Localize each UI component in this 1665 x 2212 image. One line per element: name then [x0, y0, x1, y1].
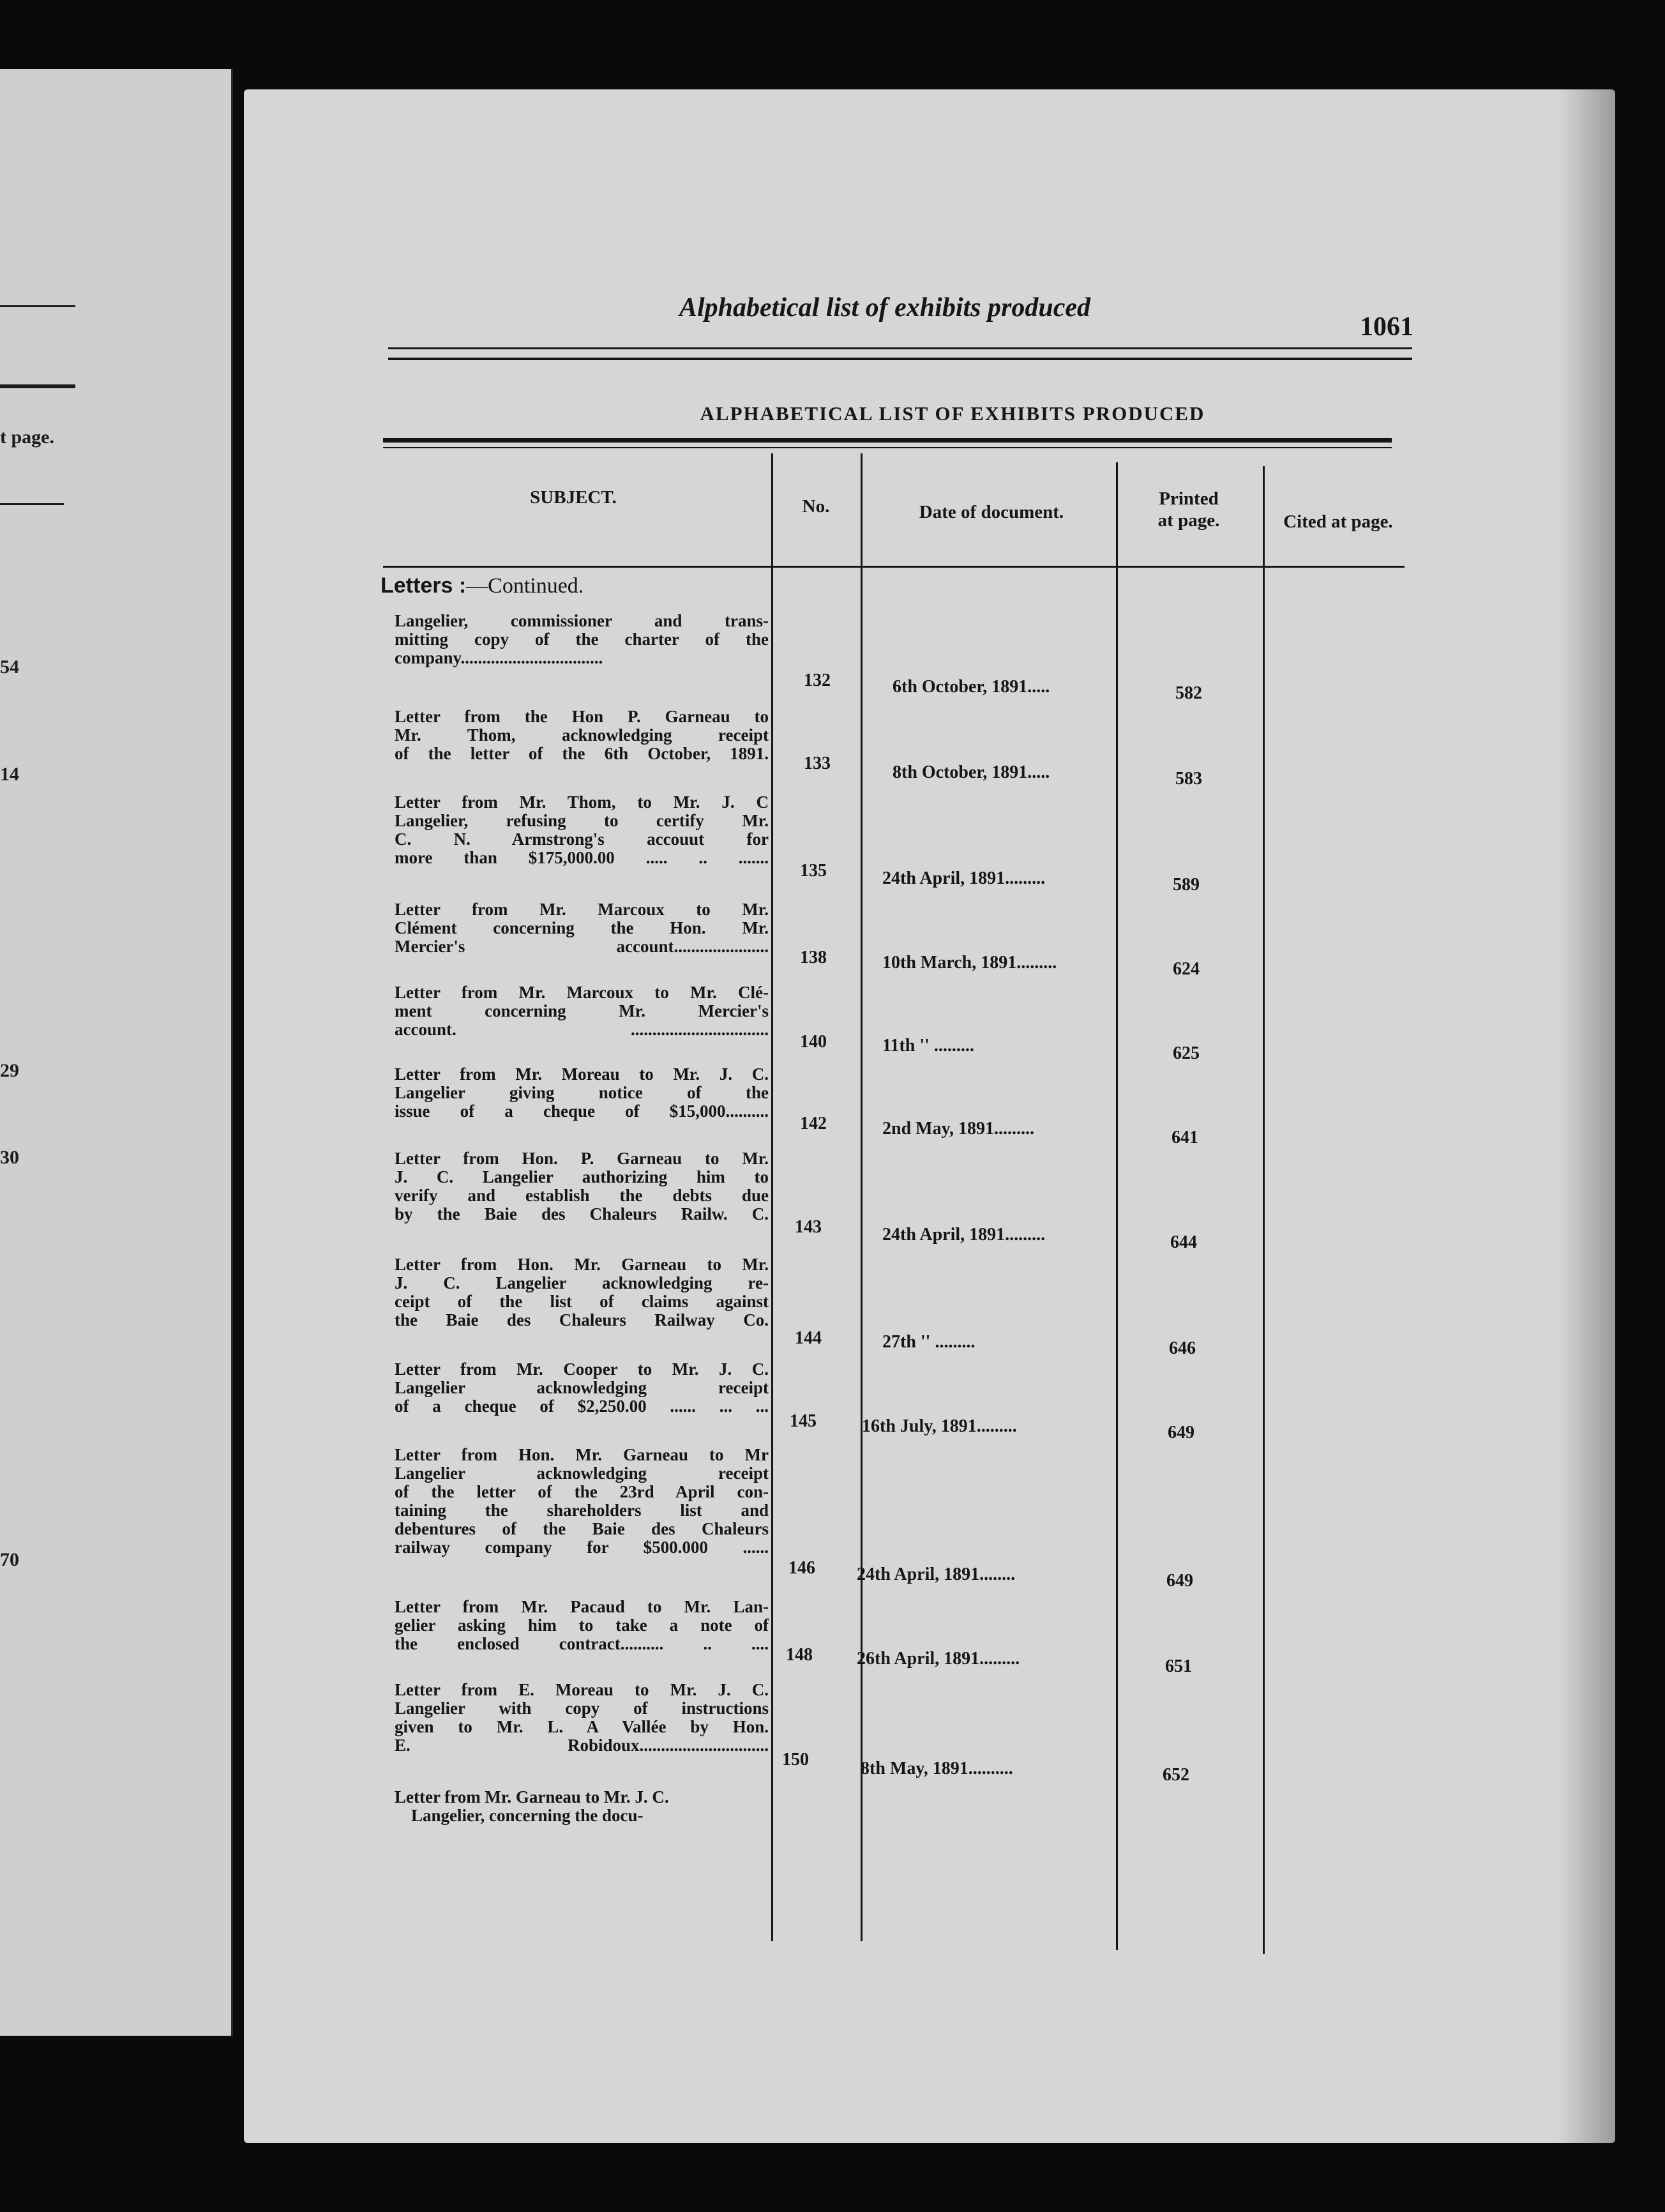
exhibit-number: 133 — [804, 754, 831, 773]
subject-line: Langelier giving notice of the — [395, 1083, 769, 1102]
column-header-printed — [1125, 488, 1253, 531]
exhibit-date: 10th March, 1891......... — [882, 953, 1057, 973]
subject-line: Langelier acknowledging receipt — [395, 1378, 769, 1397]
exhibit-number: 140 — [800, 1032, 827, 1052]
subject-line: the enclosed contract.......... .. .... — [395, 1634, 769, 1653]
subject-line: Letter from Hon. Mr. Garneau to Mr — [395, 1445, 769, 1464]
column-header-rule — [383, 566, 1405, 568]
left-page-number: 29 — [0, 1060, 19, 1081]
subject-line: Langelier acknowledging receipt — [395, 1464, 769, 1483]
section-heading — [380, 573, 584, 598]
left-page-number: 14 — [0, 764, 19, 785]
subject-line: ceipt of the list of claims against — [395, 1292, 769, 1311]
subject-line: of the letter of the 6th October, 1891. — [395, 744, 769, 763]
subject-line: debentures of the Baie des Chaleurs — [395, 1519, 769, 1538]
exhibit-number: 142 — [800, 1114, 827, 1133]
subject-line: Letter from Mr. Cooper to Mr. J. C. — [395, 1360, 769, 1379]
exhibit-number: 145 — [790, 1411, 817, 1431]
exhibit-printed-page: 646 — [1169, 1338, 1196, 1358]
exhibit-printed-page: 589 — [1173, 875, 1200, 895]
subject-line: gelier asking him to take a note of — [395, 1616, 769, 1635]
document-page — [244, 89, 1615, 2143]
exhibit-date: 26th April, 1891......... — [857, 1649, 1020, 1669]
subject-line: by the Baie des Chaleurs Railw. C. — [395, 1204, 769, 1223]
exhibit-subject — [395, 1681, 769, 1755]
column-header-printed-line1: Printed — [1159, 489, 1219, 509]
subject-line: Letter from Mr. Moreau to Mr. J. C. — [395, 1064, 769, 1084]
subject-line: Letter from Mr. Marcoux to Mr. — [395, 900, 769, 919]
subject-line: J. C. Langelier authorizing him to — [395, 1167, 769, 1186]
exhibit-number: 150 — [782, 1750, 809, 1769]
subject-line: taining the shareholders list and — [395, 1501, 769, 1520]
subject-line: the Baie des Chaleurs Railway Co. — [395, 1310, 769, 1329]
subject-line: E. Robidoux.............................. — [395, 1736, 769, 1755]
exhibit-number: 146 — [788, 1558, 815, 1578]
running-title: Alphabetical list of exhibits produced — [679, 293, 1091, 322]
exhibit-printed-page: 583 — [1175, 769, 1202, 789]
exhibit-printed-page: 651 — [1165, 1656, 1192, 1676]
subject-line: ment concerning Mr. Mercier's — [395, 1001, 769, 1020]
column-divider — [1263, 466, 1265, 1954]
subject-line: Clément concerning the Hon. Mr. — [395, 918, 769, 937]
subject-line: of the letter of the 23rd April con- — [395, 1482, 769, 1501]
subject-line: Langelier, commissioner and trans- — [395, 611, 769, 630]
subject-line: of a cheque of $2,250.00 ...... ... ... — [395, 1397, 769, 1416]
exhibit-subject — [395, 1255, 769, 1329]
exhibit-date: 24th April, 1891........ — [857, 1564, 1016, 1584]
exhibit-date: 16th July, 1891......... — [862, 1416, 1017, 1436]
page-edge-shadow — [1558, 89, 1615, 2143]
exhibit-date: 11th '' ......... — [882, 1036, 974, 1056]
column-divider — [771, 453, 773, 1941]
subject-line: account. ................................ — [395, 1020, 769, 1039]
subject-line: C. N. Armstrong's accouut for — [395, 830, 769, 849]
exhibit-number: 135 — [800, 861, 827, 881]
left-page-number: 30 — [0, 1147, 19, 1168]
subject-line: issue of a cheque of $15,000.......... — [395, 1102, 769, 1121]
column-header-cited: Cited at page. — [1283, 511, 1393, 532]
exhibit-number: 132 — [804, 670, 831, 690]
column-header-date: Date of document. — [919, 502, 1064, 522]
exhibit-printed-page: 624 — [1173, 959, 1200, 979]
subject-line: Mr. Thom, acknowledging receipt — [395, 725, 769, 745]
subject-line: more than $175,000.00 ..... .. ....... — [395, 848, 769, 867]
subject-line: Langelier, concerning the docu- — [411, 1806, 644, 1825]
subject-line: Letter from Hon. P. Garneau to Mr. — [395, 1149, 769, 1168]
exhibit-printed-page: 649 — [1166, 1571, 1193, 1591]
exhibit-number: 143 — [795, 1217, 822, 1237]
exhibit-date: 24th April, 1891......... — [882, 1225, 1046, 1245]
subject-line: Letter from Mr. Marcoux to Mr. Clé- — [395, 983, 769, 1002]
exhibit-printed-page: 649 — [1168, 1423, 1194, 1443]
subject-line: company................................. — [395, 648, 603, 667]
subject-line: Letter from Mr. Garneau to Mr. J. C. — [395, 1787, 669, 1807]
subject-line: verify and establish the debts due — [395, 1186, 769, 1205]
exhibit-subject — [395, 900, 769, 956]
header-rule-double — [388, 358, 1412, 360]
exhibit-subject — [395, 1149, 769, 1223]
subject-line: Letter from Hon. Mr. Garneau to Mr. — [395, 1255, 769, 1274]
table-top-rule-thick — [383, 438, 1392, 443]
exhibit-number: 148 — [786, 1645, 813, 1665]
exhibit-printed-page: 644 — [1170, 1232, 1197, 1252]
column-header-subject: SUBJECT. — [530, 487, 617, 508]
subject-line: J. C. Langelier acknowledging re- — [395, 1273, 769, 1292]
exhibit-date: 8th May, 1891.......... — [861, 1759, 1013, 1778]
exhibit-printed-page: 641 — [1172, 1128, 1198, 1148]
subject-line: mitting copy of the charter of the — [395, 630, 769, 649]
left-page-rule-head — [0, 503, 64, 505]
exhibit-subject — [395, 1065, 769, 1121]
subject-line: Letter from E. Moreau to Mr. J. C. — [395, 1680, 769, 1699]
left-page-rule-thick — [0, 384, 75, 388]
left-page-number: 70 — [0, 1549, 19, 1570]
subject-line: Letter from the Hon P. Garneau to — [395, 707, 769, 726]
exhibit-subject — [395, 612, 769, 667]
exhibit-date: 2nd May, 1891......... — [882, 1119, 1035, 1139]
exhibit-subject — [395, 1360, 769, 1416]
exhibit-date: 27th '' ......... — [882, 1332, 976, 1352]
exhibit-date: 24th April, 1891......... — [882, 868, 1046, 888]
subject-line: railway company for $500.000 ...... — [395, 1538, 769, 1557]
subject-line: Mercier's account...................... — [395, 937, 769, 956]
exhibit-subject — [395, 708, 769, 763]
table-top-rule-thin — [383, 447, 1392, 448]
exhibit-number: 138 — [800, 948, 827, 967]
left-page-fragment — [0, 69, 233, 2036]
exhibit-printed-page: 652 — [1163, 1765, 1189, 1785]
exhibit-subject — [395, 1446, 769, 1557]
page-number: 1061 — [1360, 312, 1413, 342]
exhibit-subject — [395, 1788, 769, 1825]
section-heading-continued: —Continued. — [466, 574, 584, 598]
exhibit-number: 144 — [795, 1328, 822, 1348]
subject-line: given to Mr. L. A Vallée by Hon. — [395, 1717, 769, 1736]
left-page-column-head: t page. — [0, 427, 54, 448]
subject-line: Letter from Mr. Pacaud to Mr. Lan- — [395, 1597, 769, 1616]
header-rule-thin — [388, 347, 1412, 349]
exhibit-date: 8th October, 1891..... — [893, 762, 1050, 782]
left-page-number: 54 — [0, 656, 19, 678]
section-heading-title: Letters : — [380, 573, 467, 598]
exhibit-subject — [395, 983, 769, 1039]
subject-line: Letter from Mr. Thom, to Mr. J. C — [395, 792, 769, 812]
table-title: ALPHABETICAL LIST OF EXHIBITS PRODUCED — [700, 402, 1205, 425]
exhibit-printed-page: 582 — [1175, 683, 1202, 703]
exhibit-subject — [395, 1598, 769, 1653]
subject-line: Langelier, refusing to certify Mr. — [395, 811, 769, 830]
exhibit-date: 6th October, 1891..... — [893, 677, 1050, 697]
column-header-no: No. — [802, 496, 830, 517]
subject-line: Langelier with copy of instructions — [395, 1699, 769, 1718]
left-page-rule-top — [0, 305, 75, 307]
column-header-printed-line2: at page. — [1157, 510, 1220, 531]
column-divider — [861, 453, 863, 1941]
exhibit-subject — [395, 793, 769, 867]
exhibit-printed-page: 625 — [1173, 1043, 1200, 1063]
